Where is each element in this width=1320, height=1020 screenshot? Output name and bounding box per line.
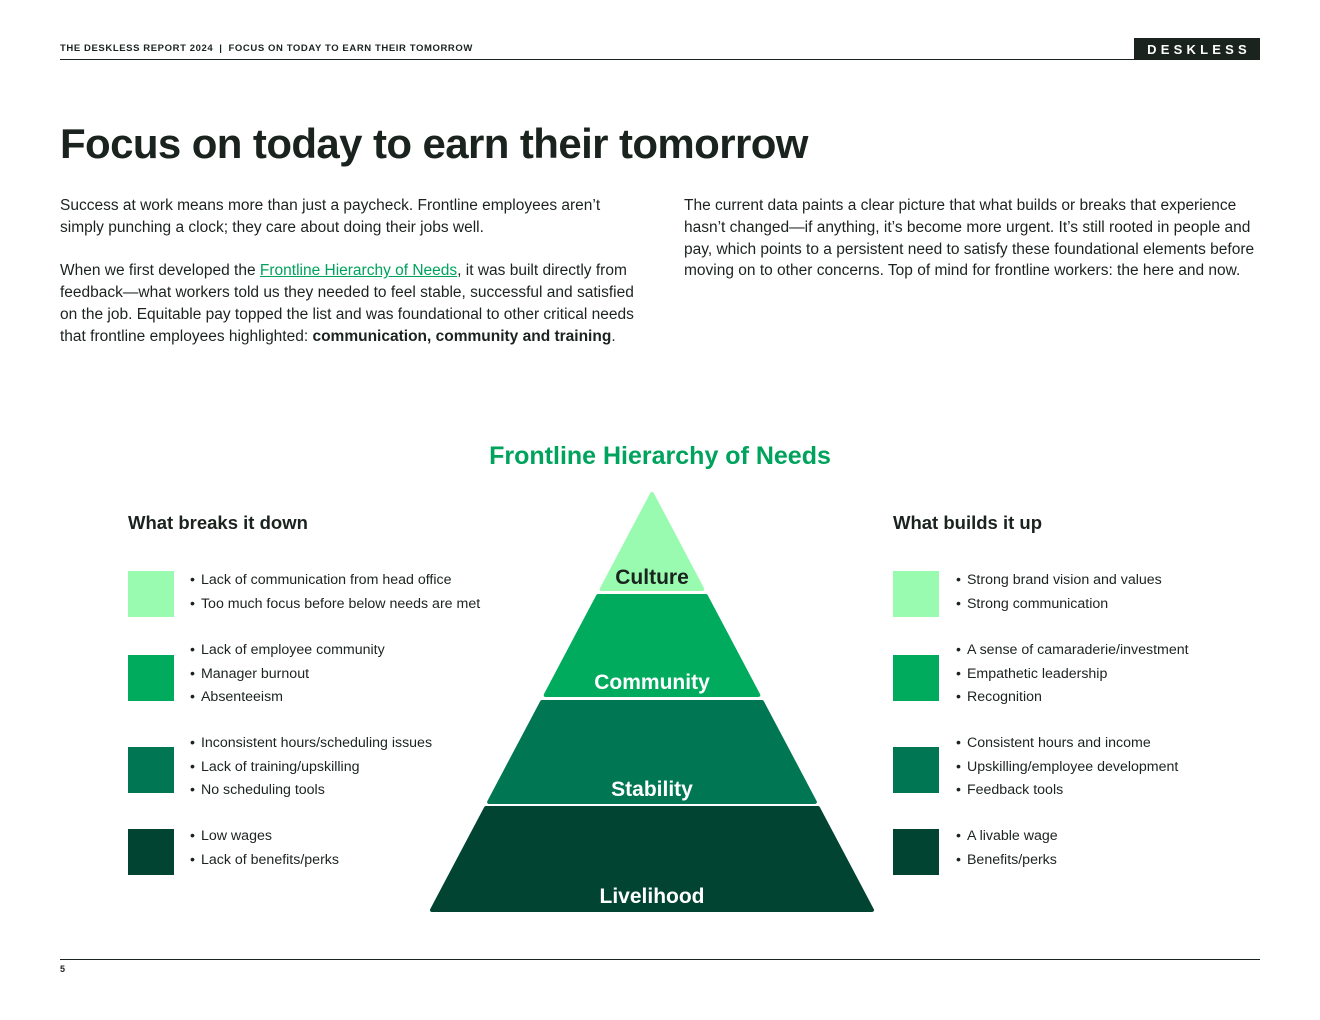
intro-bold-text: communication, community and training	[312, 327, 612, 345]
breaks-heading: What breaks it down	[128, 512, 308, 533]
bullet-item: • Lack of communication from head office	[190, 569, 480, 593]
intro-paragraph-3: The current data paints a clear picture that what builds or breaks that experience hasn’t changed—if anything, it’s become more urgent. It’s still rooted in people and pay, which points to a persistent need to satisfy these foundational elements before moving on to other concerns. Top of mind for frontline workers: the here and now.	[684, 197, 1255, 280]
bullet-item: • Strong brand vision and values	[956, 569, 1162, 593]
bullet-item: • Lack of benefits/perks	[190, 849, 339, 873]
chart-title: Frontline Hierarchy of Needs	[489, 442, 831, 470]
bullet-item: • No scheduling tools	[190, 779, 432, 803]
bullet-item: • Lack of employee community	[190, 639, 385, 663]
bullet-item: • Empathetic leadership	[956, 663, 1189, 687]
bullet-item: • Absenteeism	[190, 686, 385, 710]
intro-paragraph-1: Success at work means more than just a paycheck. Frontline employees aren’t simply punching a clock; they care about doing their jobs well.	[60, 197, 601, 236]
bullet-item: • A sense of camaraderie/investment	[956, 639, 1189, 663]
bullet-item: • Manager burnout	[190, 663, 385, 687]
deskless-logo: DESKLESS	[1134, 38, 1260, 60]
pyramid-label: Livelihood	[599, 885, 705, 908]
bullet-item: • Inconsistent hours/scheduling issues	[190, 732, 432, 756]
bullet-item: • A livable wage	[956, 825, 1058, 849]
bullet-item: • Recognition	[956, 686, 1189, 710]
intro-text: , it was built directly from feedback—what workers told us they needed to feel stable, successful and satisfied on the job. Equitable pay topped the list and was foundational to other critical needs that frontline employees highlighted:	[60, 262, 634, 345]
intro-text: When we first developed the	[60, 262, 260, 280]
pyramid-label: Community	[594, 671, 710, 694]
report-name: THE DESKLESS REPORT 2024	[60, 43, 214, 54]
page-number: 5	[60, 964, 66, 974]
pyramid-label: Stability	[611, 778, 693, 801]
page-title: Focus on today to earn their tomorrow	[60, 120, 808, 167]
footer-rule	[60, 959, 1260, 960]
bullet-item: • Lack of training/upskilling	[190, 756, 432, 780]
bullet-item: • Benefits/perks	[956, 849, 1058, 873]
bullet-item: • Too much focus before below needs are met	[190, 593, 480, 617]
bullet-item: • Upskilling/employee development	[956, 756, 1178, 780]
pyramid-level-livelihood	[432, 808, 872, 910]
hierarchy-of-needs-link[interactable]: Frontline Hierarchy of Needs	[259, 262, 458, 280]
bullet-item: • Low wages	[190, 825, 339, 849]
bullet-item: • Strong communication	[956, 593, 1162, 617]
header-separator: |	[219, 43, 223, 54]
section-name: FOCUS ON TODAY TO EARN THEIR TOMORROW	[228, 43, 473, 54]
pyramid-level-community	[546, 596, 759, 695]
intro-text: .	[611, 327, 616, 345]
pyramid-level-culture	[602, 494, 702, 589]
bullet-item: • Feedback tools	[956, 779, 1178, 803]
pyramid-level-stability	[489, 702, 815, 802]
pyramid-label: Culture	[615, 566, 689, 589]
builds-heading: What builds it up	[893, 512, 1043, 533]
bullet-item: • Consistent hours and income	[956, 732, 1178, 756]
